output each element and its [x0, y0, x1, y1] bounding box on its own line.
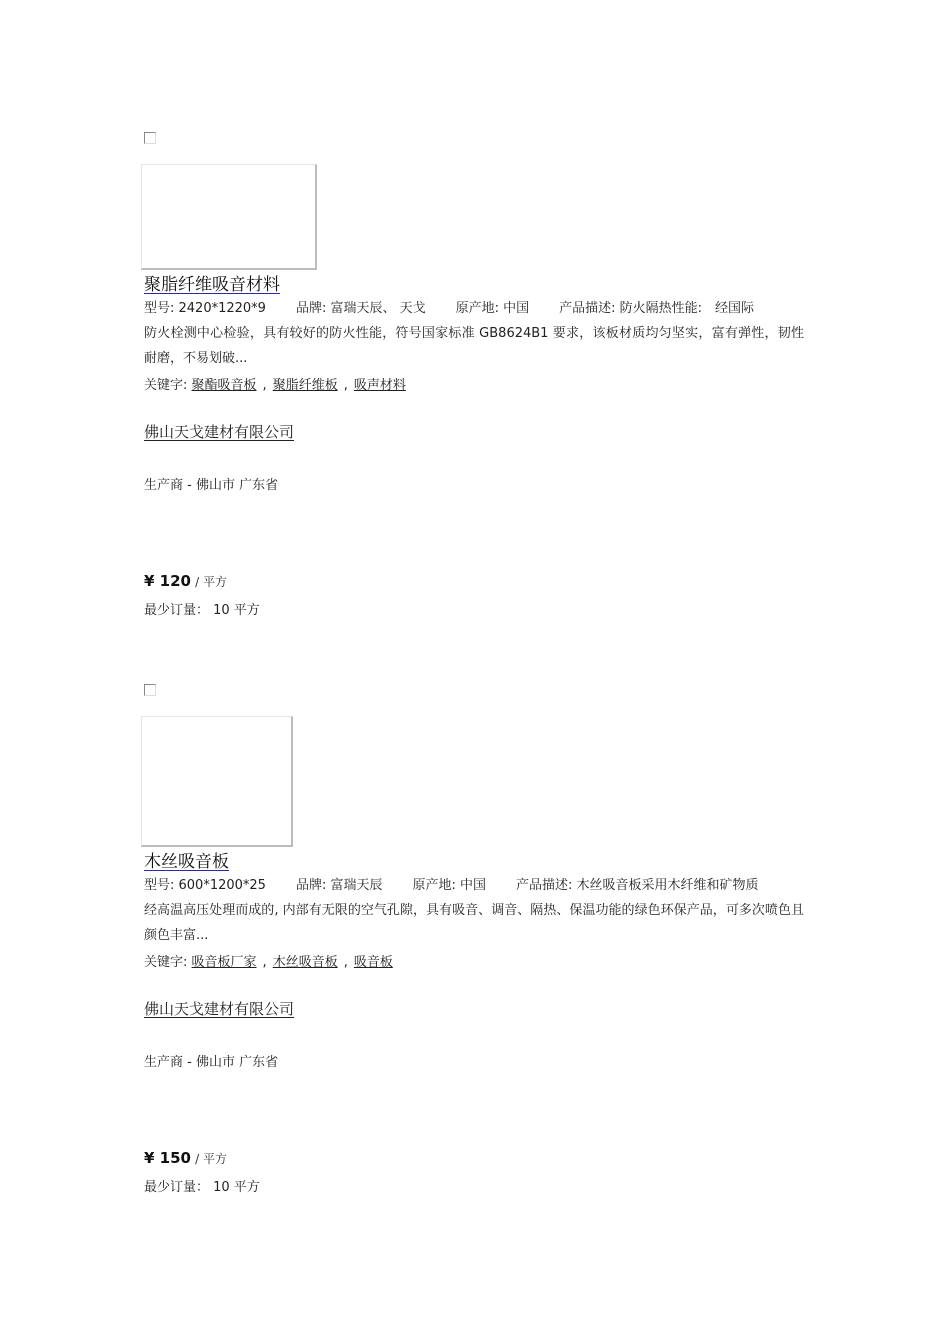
- product-origin: 原产地: 中国: [455, 301, 530, 316]
- product-origin: 原产地: 中国: [412, 878, 486, 893]
- supplier-location: 生产商 - 佛山市 广东省: [144, 1055, 279, 1070]
- keywords: 关键字: 聚酯吸音板 , 聚脂纤维板 , 吸声材料: [144, 378, 406, 393]
- product-desc-start: 产品描述: 木丝吸音板采用木纤维和矿物质: [515, 878, 759, 893]
- price-amount: ¥ 150: [144, 1149, 191, 1167]
- product-image[interactable]: [141, 164, 317, 270]
- product-model: 型号: 2420*1220*9: [144, 301, 266, 316]
- product-brand: 品牌: 富瑞天辰、 天戈: [295, 301, 426, 316]
- product-model: 型号: 600*1200*25: [144, 878, 266, 893]
- keywords-label: 关键字:: [144, 955, 188, 970]
- product-desc-rest: 经高温高压处理而成的, 内部有无限的空气孔隙，具有吸音、调音、隔热、保温功能的绿色环保产品，可多次喷色且颜色丰富...: [144, 903, 804, 943]
- keyword-link[interactable]: 吸声材料: [353, 378, 406, 393]
- price-amount: ¥ 120: [144, 572, 191, 590]
- product-description: [144, 873, 804, 948]
- supplier-location: 生产商 - 佛山市 广东省: [144, 478, 279, 493]
- keyword-link[interactable]: 聚酯吸音板: [191, 378, 257, 393]
- price-unit: / 平方: [195, 1152, 227, 1166]
- min-order-quantity: 最少订量： 10 平方: [144, 1180, 260, 1195]
- company-link[interactable]: 佛山天戈建材有限公司: [144, 423, 295, 441]
- select-checkbox[interactable]: [144, 132, 156, 144]
- keywords: 关键字: 吸音板厂家 , 木丝吸音板 , 吸音板: [144, 955, 393, 970]
- product-brand: 品牌: 富瑞天辰: [295, 878, 383, 893]
- select-checkbox[interactable]: [144, 684, 156, 696]
- keyword-link[interactable]: 聚脂纤维板: [272, 378, 338, 393]
- product-image[interactable]: [141, 716, 293, 847]
- product-desc-start: 产品描述: 防火隔热性能: 经国际: [559, 301, 755, 316]
- price: [144, 572, 227, 590]
- keyword-link[interactable]: 吸音板厂家: [191, 955, 257, 970]
- price-unit: / 平方: [195, 575, 227, 589]
- product-title[interactable]: 聚脂纤维吸音材料: [144, 275, 280, 295]
- product-description: [144, 296, 804, 371]
- product-desc-rest: 防火栓测中心检验，具有较好的防火性能，符号国家标准 GB8624B1 要求，该板材质均匀坚实，富有弹性，韧性耐磨，不易划破...: [144, 326, 804, 366]
- keyword-link[interactable]: 木丝吸音板: [272, 955, 338, 970]
- keywords-label: 关键字:: [144, 378, 188, 393]
- min-order-quantity: 最少订量： 10 平方: [144, 603, 260, 618]
- keyword-link[interactable]: 吸音板: [353, 955, 393, 970]
- price: [144, 1149, 227, 1167]
- product-title[interactable]: 木丝吸音板: [144, 852, 229, 872]
- company-link[interactable]: 佛山天戈建材有限公司: [144, 1000, 295, 1018]
